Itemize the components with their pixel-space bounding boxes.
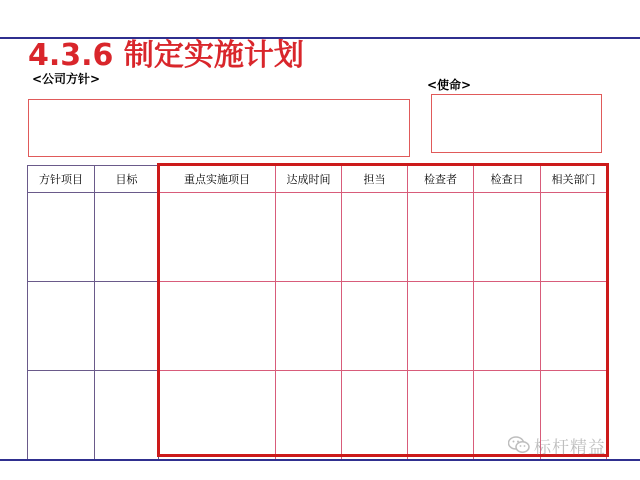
table-cell <box>342 282 408 371</box>
table-row <box>28 282 607 371</box>
slide-title: 4.3.6 制定实施计划 <box>28 38 304 73</box>
table-cell <box>28 193 95 282</box>
table-cell <box>159 193 276 282</box>
header-completion-time: 达成时间 <box>276 166 342 193</box>
watermark <box>508 432 628 458</box>
table-cell <box>28 282 95 371</box>
wechat-icon <box>508 436 530 454</box>
table-cell <box>408 193 474 282</box>
header-key-implementation-item: 重点实施项目 <box>159 166 276 193</box>
header-inspection-date: 检查日 <box>474 166 541 193</box>
header-related-department: 相关部门 <box>541 166 607 193</box>
table-cell <box>95 371 159 460</box>
table-cell <box>276 193 342 282</box>
table-cell <box>95 193 159 282</box>
table-cell <box>276 371 342 460</box>
bottom-divider <box>0 459 640 461</box>
table-cell <box>342 193 408 282</box>
watermark-text: 标杆精益 <box>534 437 606 458</box>
table-cell <box>159 371 276 460</box>
table-cell <box>474 193 541 282</box>
table-cell <box>541 193 607 282</box>
table-cell <box>408 371 474 460</box>
table-cell <box>159 282 276 371</box>
table-cell <box>276 282 342 371</box>
table-row <box>28 193 607 282</box>
mission-box <box>431 94 602 153</box>
table-cell <box>28 371 95 460</box>
header-goal: 目标 <box>95 166 159 193</box>
table-header-row <box>28 166 607 193</box>
table-cell <box>541 282 607 371</box>
company-policy-label: <公司方针> <box>32 72 101 86</box>
company-policy-box <box>28 99 410 157</box>
header-inspector: 检查者 <box>408 166 474 193</box>
table-cell <box>474 282 541 371</box>
header-policy-item: 方针项目 <box>28 166 95 193</box>
table-cell <box>342 371 408 460</box>
mission-label: <使命> <box>427 78 472 92</box>
implementation-plan-table <box>27 165 607 460</box>
table-cell <box>95 282 159 371</box>
header-responsible: 担当 <box>342 166 408 193</box>
table-cell <box>408 282 474 371</box>
